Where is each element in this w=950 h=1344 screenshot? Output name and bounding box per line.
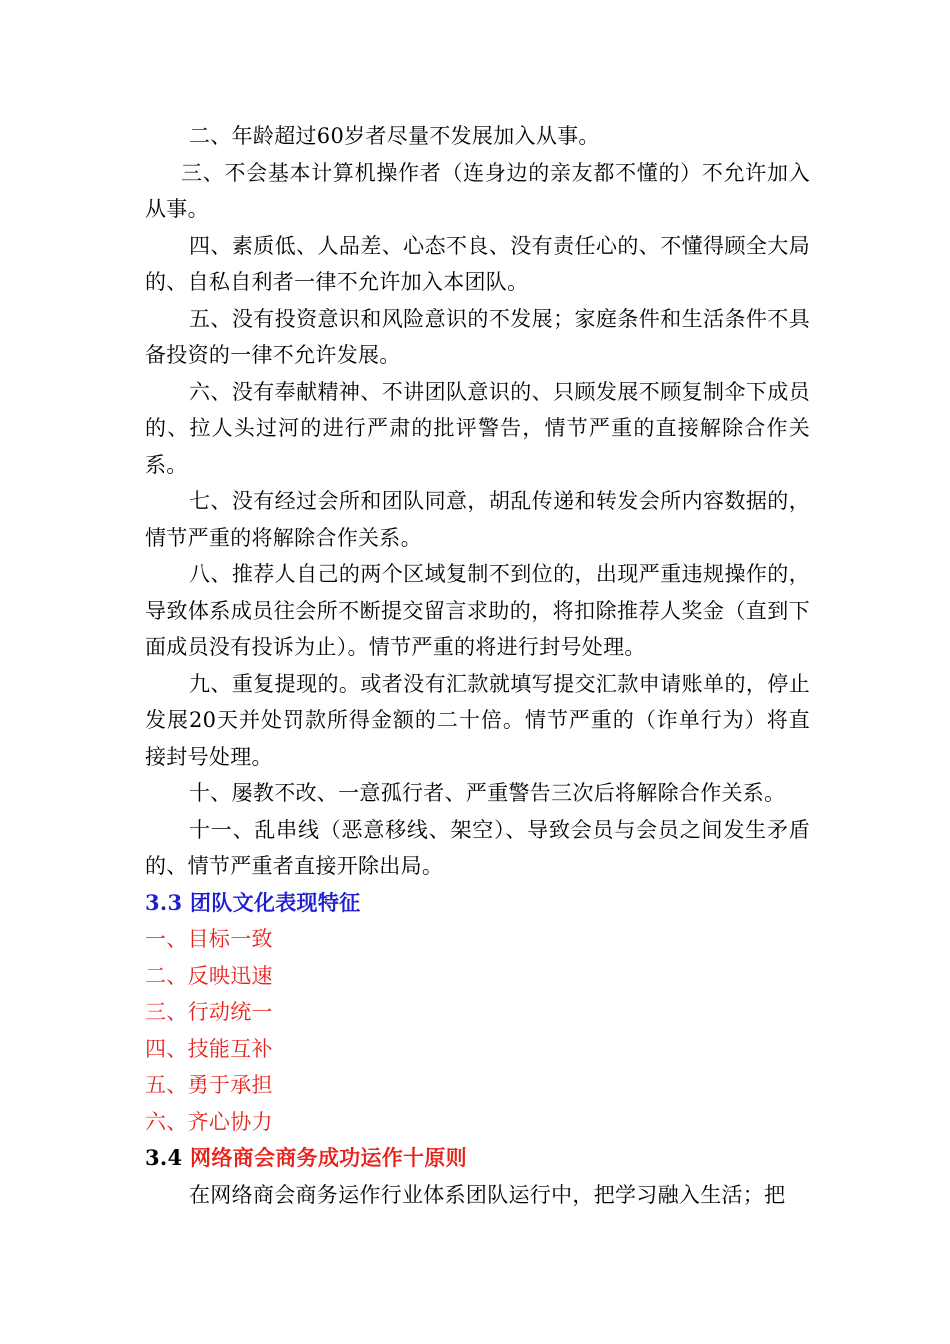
rule-paragraph-7: 七、没有经过会所和团队同意，胡乱传递和转发会所内容数据的，情节严重的将解除合作关系。 bbox=[145, 489, 810, 550]
document-body bbox=[145, 118, 810, 1213]
rule-paragraph-5: 五、没有投资意识和风险意识的不发展；家庭条件和生活条件不具备投资的一律不允许发展。 bbox=[145, 306, 810, 367]
rule-paragraph-2: 二、年龄超过60岁者尽量不发展加入从事。 bbox=[189, 124, 600, 148]
section-title: 网络商会商务成功运作十原则 bbox=[190, 1145, 467, 1170]
culture-item: 一、目标一致 bbox=[145, 927, 273, 951]
section-heading-3-4 bbox=[145, 1140, 810, 1177]
rule-paragraph-6: 六、没有奉献精神、不讲团队意识的、只顾发展不顾复制伞下成员的、拉人头过河的进行严肃的批评警告，情节严重的直接解除合作关系。 bbox=[145, 379, 810, 477]
section-number: 3.4 bbox=[145, 1145, 191, 1170]
rule-paragraph-10: 十、屡教不改、一意孤行者、严重警告三次后将解除合作关系。 bbox=[189, 781, 786, 805]
culture-item: 六、齐心协力 bbox=[145, 1109, 273, 1134]
culture-item: 五、勇于承担 bbox=[145, 1073, 273, 1097]
rule-paragraph-8: 八、推荐人自己的两个区域复制不到位的，出现严重违规操作的，导致体系成员往会所不断提交留言求助的，将扣除推荐人奖金（直到下面成员没有投诉为止）。情节严重的将进行封号处理。 bbox=[145, 562, 810, 659]
culture-item: 二、反映迅速 bbox=[145, 963, 273, 988]
section-heading-3-3: 3.3 团队文化表现特征 bbox=[145, 889, 361, 915]
rule-paragraph-4: 四、素质低、人品差、心态不良、没有责任心的、不懂得顾全大局的、自私自利者一律不允许加入本团队。 bbox=[145, 233, 810, 294]
section-intro-paragraph: 在网络商会商务运作行业体系团队运行中，把学习融入生活；把 bbox=[189, 1182, 786, 1207]
rule-paragraph-9: 九、重复提现的。或者没有汇款就填写提交汇款申请账单的，停止发展20天并处罚款所得金额的二十倍。情节严重的（诈单行为）将直接封号处理。 bbox=[145, 671, 810, 769]
culture-item: 四、技能互补 bbox=[145, 1036, 273, 1061]
rule-paragraph-11: 十一、乱串线（恶意移线、架空）、导致会员与会员之间发生矛盾的、情节严重者直接开除出局。 bbox=[145, 817, 810, 878]
rule-paragraph-3: 三、不会基本计算机操作者（连身边的亲友都不懂的）不允许加入从事。 bbox=[145, 160, 810, 221]
culture-item: 三、行动统一 bbox=[145, 1000, 273, 1024]
